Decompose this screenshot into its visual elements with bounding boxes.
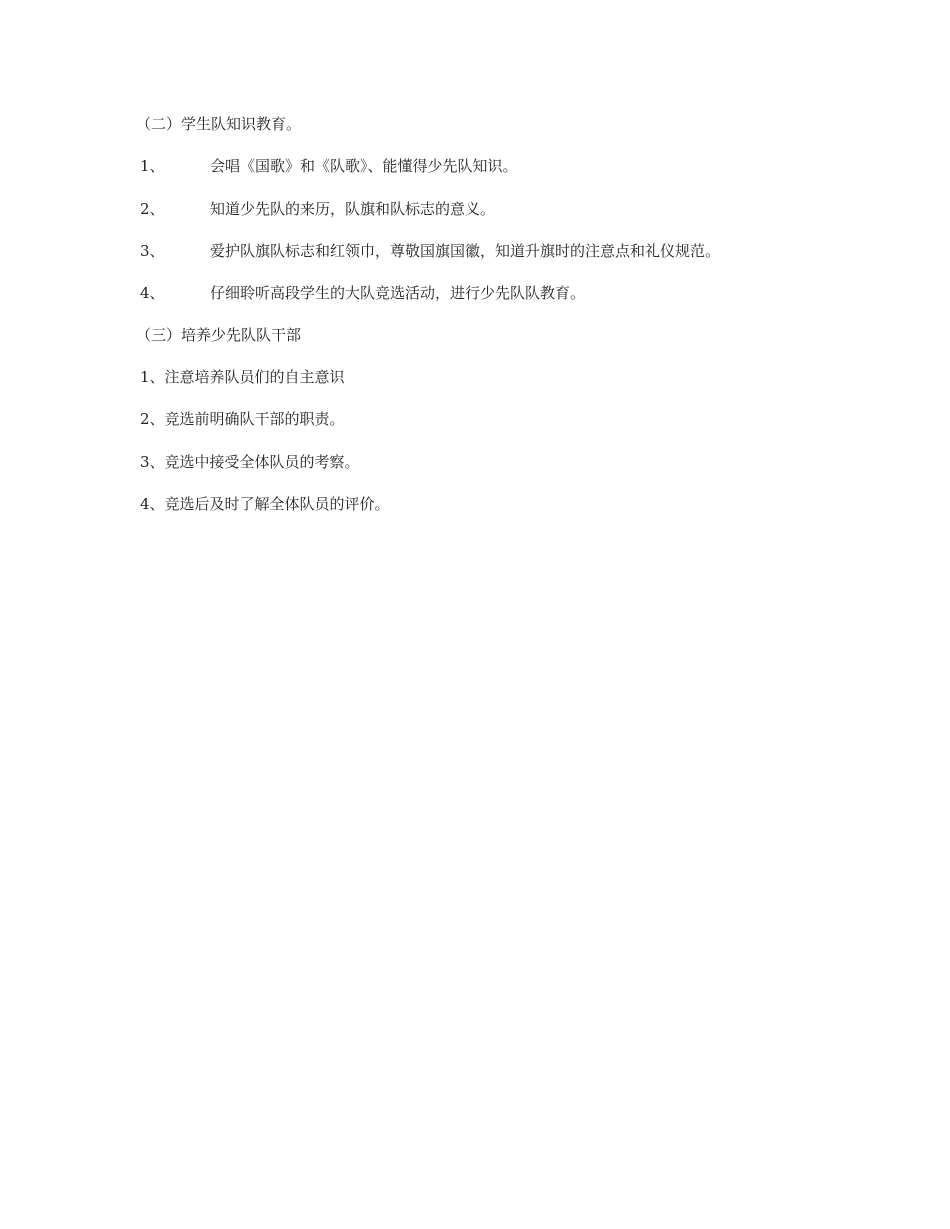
- list-item-number: 1、: [140, 157, 165, 175]
- list-item-text: 会唱《国歌》和《队歌》、能懂得少先队知识。: [210, 157, 518, 175]
- list-item: 2、竞选前明确队干部的职责。: [140, 410, 345, 428]
- list-item-text: 爱护队旗队标志和红领巾，尊敬国旗国徽，知道升旗时的注意点和礼仪规范。: [210, 242, 721, 260]
- list-item: 3、竞选中接受全体队员的考察。: [140, 453, 360, 471]
- list-item: 1、注意培养队员们的自主意识: [140, 368, 345, 386]
- list-item: [140, 156, 518, 176]
- section-heading-student-knowledge: （二）学生队知识教育。: [136, 115, 302, 133]
- list-item-number: 3、: [140, 242, 165, 260]
- list-item-text: 仔细聆听高段学生的大队竞选活动，进行少先队队教育。: [210, 284, 586, 302]
- section-heading-cadre-training: （三）培养少先队队干部: [136, 326, 302, 344]
- list-item-number: 2、: [140, 200, 165, 218]
- list-item: [140, 199, 495, 219]
- list-item-number: 4、: [140, 284, 165, 302]
- list-item-text: 知道少先队的来历，队旗和队标志的意义。: [210, 200, 496, 218]
- list-item: [140, 241, 720, 261]
- list-item: [140, 283, 585, 303]
- list-item: 4、竞选后及时了解全体队员的评价。: [140, 495, 390, 513]
